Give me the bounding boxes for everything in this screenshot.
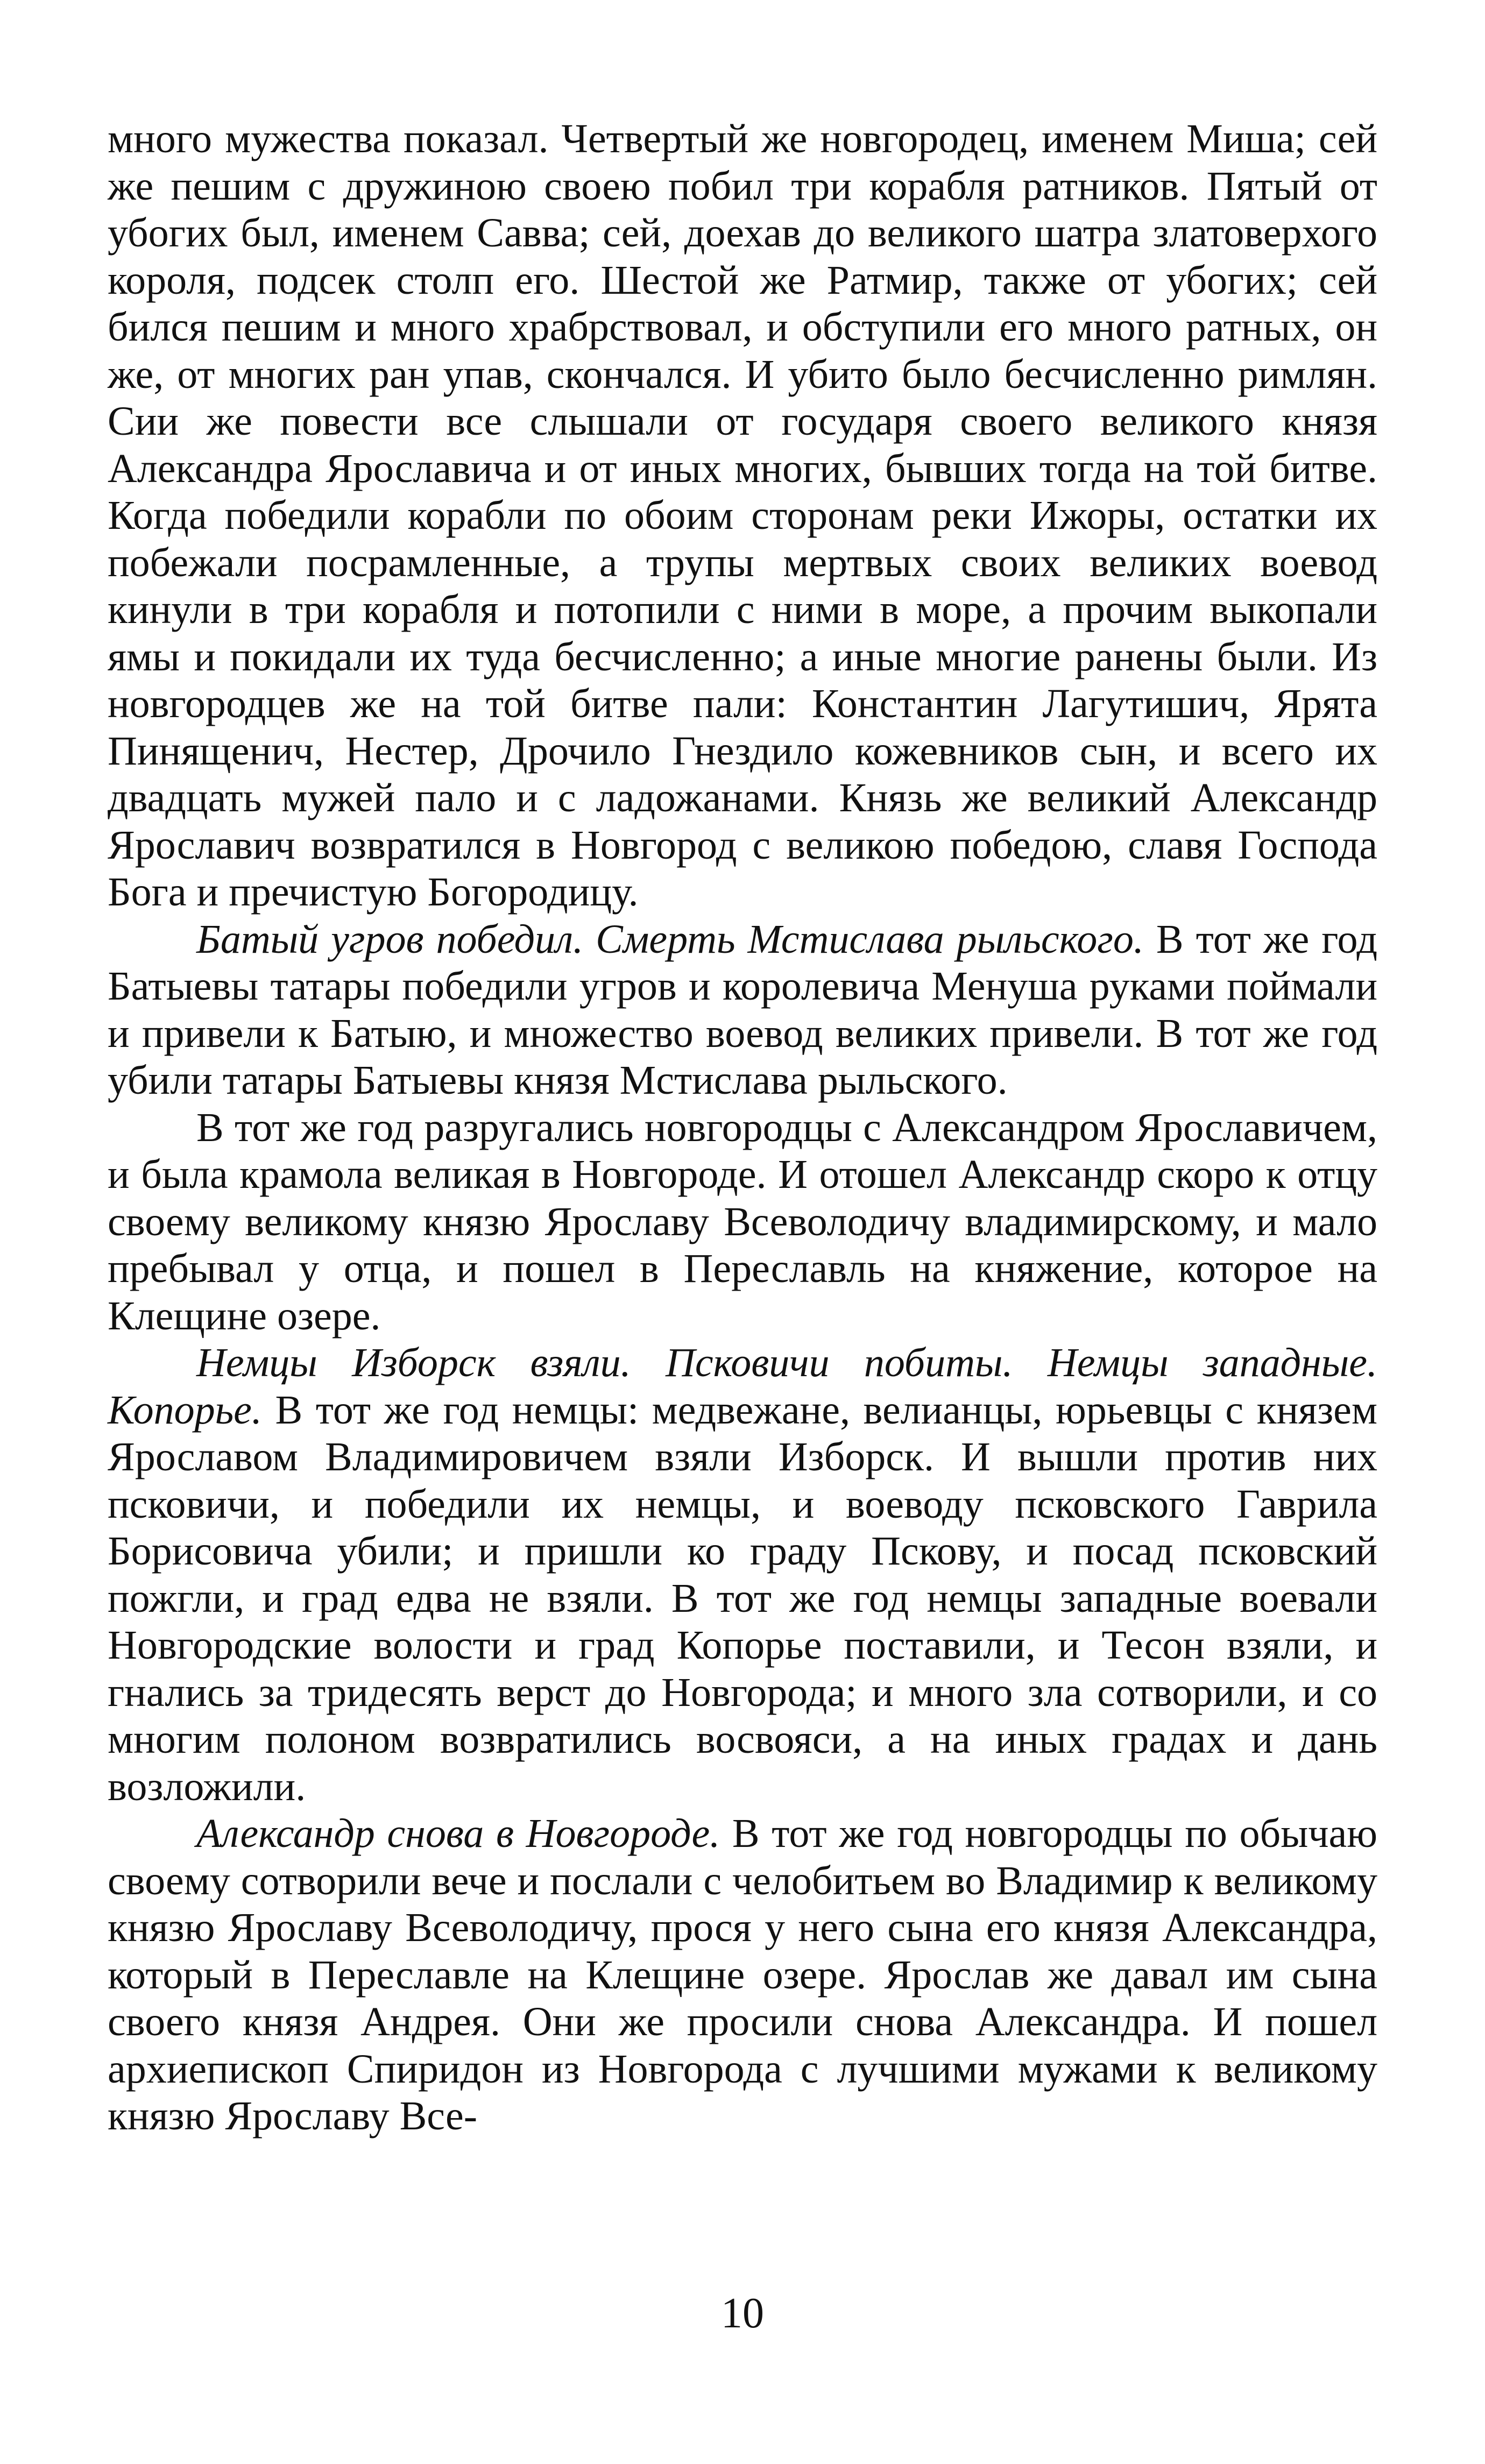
book-page xyxy=(108,116,1377,2140)
paragraph-2-heading: Батый угров победил. Смерть Мстислава рыльского. xyxy=(196,916,1144,962)
paragraph-4 xyxy=(108,1340,1377,1810)
paragraph-3 xyxy=(108,1104,1377,1340)
page-body-text xyxy=(108,116,1377,2140)
paragraph-2-text: В тот же год Батыевы татары победили угров и королевича Менуша руками поймали и привели к Батыю, и множество воевод великих привели. В тот же год убили татары Батыевы князя Мстислава рыльского. xyxy=(108,916,1377,1103)
page-number: 10 xyxy=(721,2290,764,2337)
paragraph-5-heading: Александр снова в Новгороде. xyxy=(196,1811,720,1856)
paragraph-4-heading: Немцы Изборск взяли. Псковичи побиты. Немцы западные. Копорье. xyxy=(108,1340,1377,1433)
paragraph-5-text: В тот же год новгородцы по обычаю своему сотворили вече и послали с челобитьем во Владимир к великому князю Ярославу Всеволодичу, прося у него сына его князя Александра, который в Переславле на Клещине озере. Ярослав же давал им сына своего князя Андрея. Они же просили снова Александра. И пошел архиепископ Спиридон из Новгорода с лучшими мужами к великому князю Ярославу Все- xyxy=(108,1811,1377,2139)
paragraph-3-text: В тот же год разругались новгородцы с Александром Ярославичем, и была крамола великая в Новгороде. И отошел Александр скоро к отцу своему великому князю Ярославу Всеволодичу владимирскому, и мало пребывал у отца, и пошел в Переславль на княжение, которое на Клещине озере. xyxy=(108,1104,1377,1339)
paragraph-5 xyxy=(108,1810,1377,2140)
paragraph-1-text: много мужества показал. Четвертый же новгородец, именем Миша; сей же пешим с дружиною своею побил три корабля ратников. Пятый от убогих был, именем Савва; сей, доехав до великого шатра златоверхого короля, подсек столп его. Шестой же Ратмир, также от убогих; сей бился пешим и много храбрствовал, и обступили его много ратных, он же, от многих ран упав, скончался. И убито было бесчисленно римлян. Сии же повести все слышали от государя своего великого князя Александра Ярославича и от иных многих, бывших тогда на той битве. Когда победили корабли по обоим сторонам реки Ижоры, остатки их побежали посрамленные, а трупы мертвых своих великих воевод кинули в три корабля и потопили с ними в море, а прочим выкопали ямы и покидали их туда бесчисленно; а иные многие ранены были. Из новгородцев же на той битве пали: Константин Лагутишич, Ярята Пинященич, Нестер, Дрочило Гнездило кожевников сын, и всего их двадцать мужей пало и с ладожанами. Князь же великий Александр Ярославич возвратился в Новгород с великою победою, славя Господа Бога и пречистую Богородицу. xyxy=(108,116,1377,915)
paragraph-4-text: В тот же год немцы: медвежане, велианцы, юрьевцы с князем Ярославом Владимировичем взяли Изборск. И вышли против них псковичи, и победили их немцы, и воеводу псковского Гаврила Борисовича убили; и пришли ко граду Пскову, и посад псковский пожгли, и град едва не взяли. В тот же год немцы западные воевали Новгородские волости и град Копорье поставили, и Тесон взяли, и гнались за тридесять верст до Новгорода; и много зла сотворили, и со многим полоном возвратились восвояси, а на иных градах и дань возложили. xyxy=(108,1387,1377,1809)
paragraph-1 xyxy=(108,116,1377,916)
paragraph-2 xyxy=(108,916,1377,1104)
